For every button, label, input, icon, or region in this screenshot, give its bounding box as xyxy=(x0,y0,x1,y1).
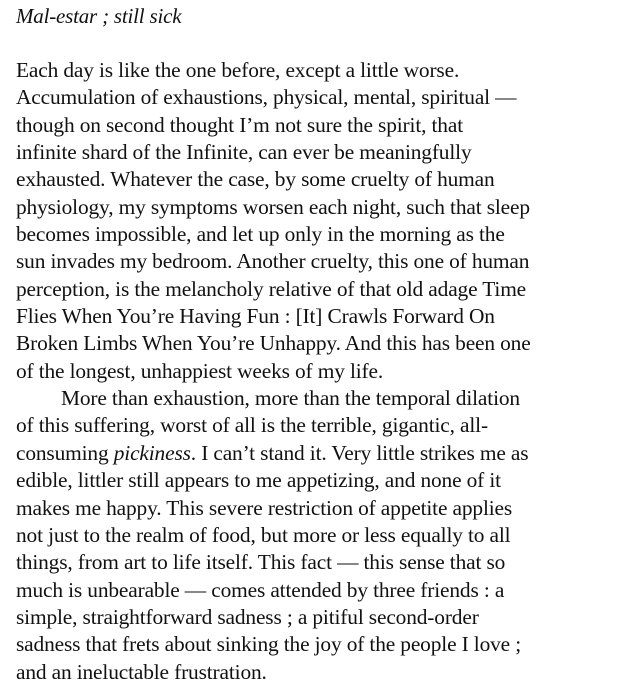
text-line: exhausted. Whatever the case, by some cruelty of human xyxy=(16,167,495,192)
text-line: of this suffering, worst of all is the terrible, gigantic, all- xyxy=(16,413,488,438)
text-line: and an ineluctable frustration. xyxy=(16,659,267,684)
text-line: makes me happy. This severe restriction of appetite applies xyxy=(16,495,513,520)
text-line: infinite shard of the Infinite, can ever be meaningfully xyxy=(16,140,472,165)
text-line: Flies When You’re Having Fun : [It] Crawls Forward On xyxy=(16,304,495,329)
text-line xyxy=(16,440,611,467)
text-line: of the longest, unhappiest weeks of my life. xyxy=(16,358,384,383)
text-line: Each day is like the one before, except a little worse. xyxy=(16,58,460,82)
text-line: simple, straightforward sadness ; a pitiful second-order xyxy=(16,604,479,629)
text-line: Broken Limbs When You’re Unhappy. And this has been one xyxy=(16,331,531,356)
text-line: things, from art to life itself. This fact — this sense that so xyxy=(16,550,506,575)
text-line: perception, is the melancholy relative of that old adage Time xyxy=(16,276,527,301)
document-page xyxy=(16,0,611,686)
text-line: becomes impossible, and let up only in the morning as the xyxy=(16,222,505,247)
text-line: sun invades my bedroom. Another cruelty, this one of human xyxy=(16,249,530,274)
text-fragment: consuming xyxy=(16,440,114,465)
text-line: much is unbearable — comes attended by three friends : a xyxy=(16,577,505,602)
paragraph-2 xyxy=(16,385,611,686)
text-line: though on second thought I’m not sure the spirit, that xyxy=(16,112,463,137)
entry-body xyxy=(16,57,611,686)
entry-heading: Mal-estar ; still sick xyxy=(16,4,182,28)
paragraph-1 xyxy=(16,57,611,385)
text-line: Accumulation of exhaustions, physical, mental, spiritual — xyxy=(16,85,517,110)
text-line: sadness that frets about sinking the joy of the people I love ; xyxy=(16,632,522,657)
text-fragment: . I can’t stand it. Very little strikes me as xyxy=(190,440,529,465)
text-line: not just to the realm of food, but more or less equally to all xyxy=(16,522,511,547)
text-line: More than exhaustion, more than the temporal dilation xyxy=(61,386,520,411)
text-line: edible, littler still appears to me appetizing, and none of it xyxy=(16,468,501,493)
text-line: physiology, my symptoms worsen each night, such that sleep xyxy=(16,194,530,219)
emphasized-word: pickiness xyxy=(113,440,191,465)
